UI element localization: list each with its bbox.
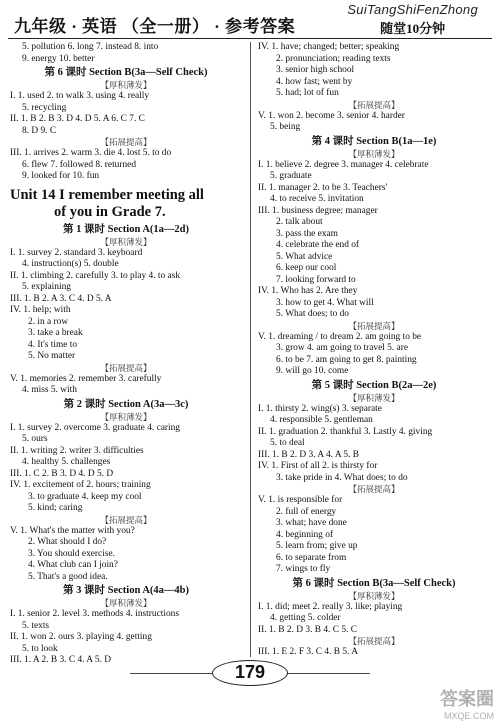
answer-line: II. 1. B 2. B 3. D 4. D 5. A 6. C 7. C [10,114,145,124]
answer-line: I. 1. did; meet 2. really 3. like; playing [258,601,403,612]
unit-title: of you in Grade 7. [54,203,166,220]
section-tag: 【厚积薄发】 [100,80,152,90]
answer-line: 2. What should I do? [28,537,107,547]
answer-line: III. 1. E 2. F 3. C 4. B 5. A [258,647,359,657]
answer-line: 5. being [270,122,301,132]
answer-line: V. 1. won 2. become 3. senior 4. harder [258,110,405,121]
section-tag: 【拓展提高】 [348,636,400,646]
right-answer-column [258,42,490,659]
section-tag: 【厚积薄发】 [100,598,152,608]
answer-line: 5. to deal [270,438,305,448]
answer-line: 4. beginning of [276,529,334,540]
answer-line: III. 1. arrives 2. warm 3. die 4. lost 5. to do [10,148,172,158]
answer-line: II. 1. writing 2. writer 3. difficulties [10,445,144,456]
answer-line: 3. what; have done [276,518,347,528]
answer-line: IV. 1. Who has 2. Are they [258,286,358,296]
section-tag: 【拓展提高】 [348,484,400,494]
answer-line: 3. grow 4. am going to travel 5. are [276,343,408,353]
answer-line: 5. had; lot of fun [276,88,339,98]
section-tag: 【拓展提高】 [348,99,400,110]
answer-line: V. 1. What's the matter with you? [10,525,135,536]
answer-line: 8. D 9. C [22,125,57,136]
answer-line: 4. to receive 5. invitation [270,194,364,204]
section-heading: 第 5 课时 Section B(2a—2e) [311,379,437,391]
column-divider [250,42,251,657]
answer-line: I. 1. used 2. to walk 3. using 4. really [10,91,150,101]
answer-line: IV. 1. excitement of 2. hours; training [10,480,151,490]
answer-line: 3. how to get 4. What will [276,297,374,308]
answer-line: 2. pronunciation; reading texts [276,53,391,64]
watermark-text: 答案圈 [440,689,494,710]
section-tag: 【拓展提高】 [348,320,400,331]
answer-line: 4. It's time to [28,339,78,350]
left-answer-column [10,42,242,667]
watermark-url: MXQE.COM [443,711,494,721]
answer-line: 6. flew 7. followed 8. returned [22,159,137,170]
header-rule [8,38,492,39]
answer-line: I. 1. survey 2. overcome 3. graduate 4. caring [10,422,180,433]
answer-line: I. 1. senior 2. level 3. methods 4. instructions [10,609,179,619]
answer-line: III. 1. B 2. A 3. C 4. D 5. A [10,293,112,304]
section-heading: 第 4 课时 Section B(1a—1e) [311,135,437,147]
answer-line: V. 1. memories 2. remember 3. carefully [10,373,162,384]
answer-line: 3. to graduate 4. keep my cool [28,491,142,502]
section-heading: 第 2 课时 Section A(3a—3c) [63,398,189,410]
section-tag: 【厚积薄发】 [100,411,152,422]
section-heading: 第 1 课时 Section A(1a—2d) [63,223,189,235]
watermark [440,685,494,721]
answer-line: 5. What advice [276,251,333,262]
answer-line: 2. full of energy [276,506,337,517]
answer-line: 5. texts [22,620,50,631]
page-header [0,0,500,40]
answer-line: 3. take pride in 4. What does; to do [276,472,408,483]
answer-line: 5. to look [22,643,58,654]
answer-line: 5. ours [22,434,48,444]
answer-line: II. 1. won 2. ours 3. playing 4. getting [10,632,152,642]
answer-line: I. 1. survey 2. standard 3. keyboard [10,247,143,258]
answer-line: 5. No matter [28,351,76,361]
answer-line: 5. graduate [270,171,312,181]
answer-line: II. 1. B 2. D 3. B 4. C 5. C [258,624,357,635]
answer-line: I. 1. thirsty 2. wing(s) 3. separate [258,403,382,414]
answer-line: 5. That's a good idea. [28,571,108,582]
section-tag: 【拓展提高】 [100,362,152,373]
answer-line: 9. looked for 10. fun [22,171,100,181]
answer-line: 4. celebrate the end of [276,240,360,250]
answer-line: 4. how fast; went by [276,76,353,87]
answer-line: 5. pollution 6. long 7. instead 8. into [22,42,159,52]
answer-line: IV. 1. help; with [10,305,71,315]
answer-line: 3. take a break [28,328,83,338]
answer-line: 5. kind; caring [28,503,83,513]
answer-line: 2. in a row [28,316,69,327]
answer-line: 5. recycling [22,102,67,113]
section-tag: 【厚积薄发】 [348,392,400,403]
answer-line: 4. responsible 5. gentleman [270,415,373,425]
brand-pinyin: SuiTangShiFenZhong [347,2,478,17]
answer-line: 4. instruction(s) 5. double [22,259,119,269]
answer-line: 6. keep our cool [276,263,337,273]
answer-line: 9. will go 10. come [276,366,349,376]
answer-line: 7. looking forward to [276,274,356,285]
section-tag: 【厚积薄发】 [348,148,400,159]
answer-line: V. 1. is responsible for [258,495,343,505]
answer-line: II. 1. manager 2. to be 3. Teachers' [258,182,388,193]
answer-line: 5. explaining [22,282,71,292]
section-heading: 第 3 课时 Section A(4a—4b) [63,585,189,596]
answer-line: III. 1. business degree; manager [258,205,378,216]
answer-line: 7. wings to fly [276,564,331,574]
answer-line: 2. talk about [276,217,323,227]
answer-line: 6. to separate from [276,552,347,563]
answer-line: III. 1. C 2. B 3. D 4. D 5. D [10,468,114,479]
answer-line: 3. You should exercise. [28,548,115,559]
answer-line: V. 1. dreaming / to dream 2. am going to be [258,331,422,342]
page-number: 179 [234,662,266,682]
answer-line: IV. 1. have; changed; better; speaking [258,42,400,52]
answer-line: 5. What does; to do [276,309,349,319]
section-tag: 【拓展提高】 [100,514,152,525]
answer-line: 6. to be 7. am going to get 8. painting [276,354,417,365]
section-tag: 【厚积薄发】 [348,590,400,601]
answer-line: 4. getting 5. colder [270,613,341,623]
section-tag: 【厚积薄发】 [100,236,152,247]
answer-line: III. 1. A 2. B 3. C 4. A 5. D [10,655,112,665]
section-heading: 第 6 课时 Section B(3a—Self Check) [44,67,208,78]
answer-line: 5. learn from; give up [276,541,358,551]
answer-line: III. 1. B 2. D 3. A 4. A 5. B [258,449,360,460]
answer-line: II. 1. climbing 2. carefully 3. to play 4. to ask [10,270,181,281]
answer-line: 4. healthy 5. challenges [22,457,111,467]
answer-line: 4. What club can I join? [28,560,118,570]
page-title: 九年级 · 英语 （全一册） · 参考答案 [14,17,296,36]
answer-line: I. 1. believe 2. degree 3. manager 4. celebrate [258,159,429,170]
section-tag: 【拓展提高】 [100,137,152,147]
brand-chinese: 随堂10分钟 [380,21,446,36]
unit-title: Unit 14 I remember meeting all [10,186,204,203]
page-number-badge [212,660,288,686]
answer-line: II. 1. graduation 2. thankful 3. Lastly 4. giving [258,426,433,437]
answer-line: 3. pass the exam [276,228,338,239]
answer-line: 9. energy 10. better [22,53,95,64]
answer-line: 4. miss 5. with [22,385,77,395]
brand-logo [347,2,478,37]
section-heading: 第 6 课时 Section B(3a—Self Check) [292,577,456,589]
answer-line: IV. 1. First of all 2. is thirsty for [258,461,378,471]
answer-line: 3. senior high school [276,65,355,75]
